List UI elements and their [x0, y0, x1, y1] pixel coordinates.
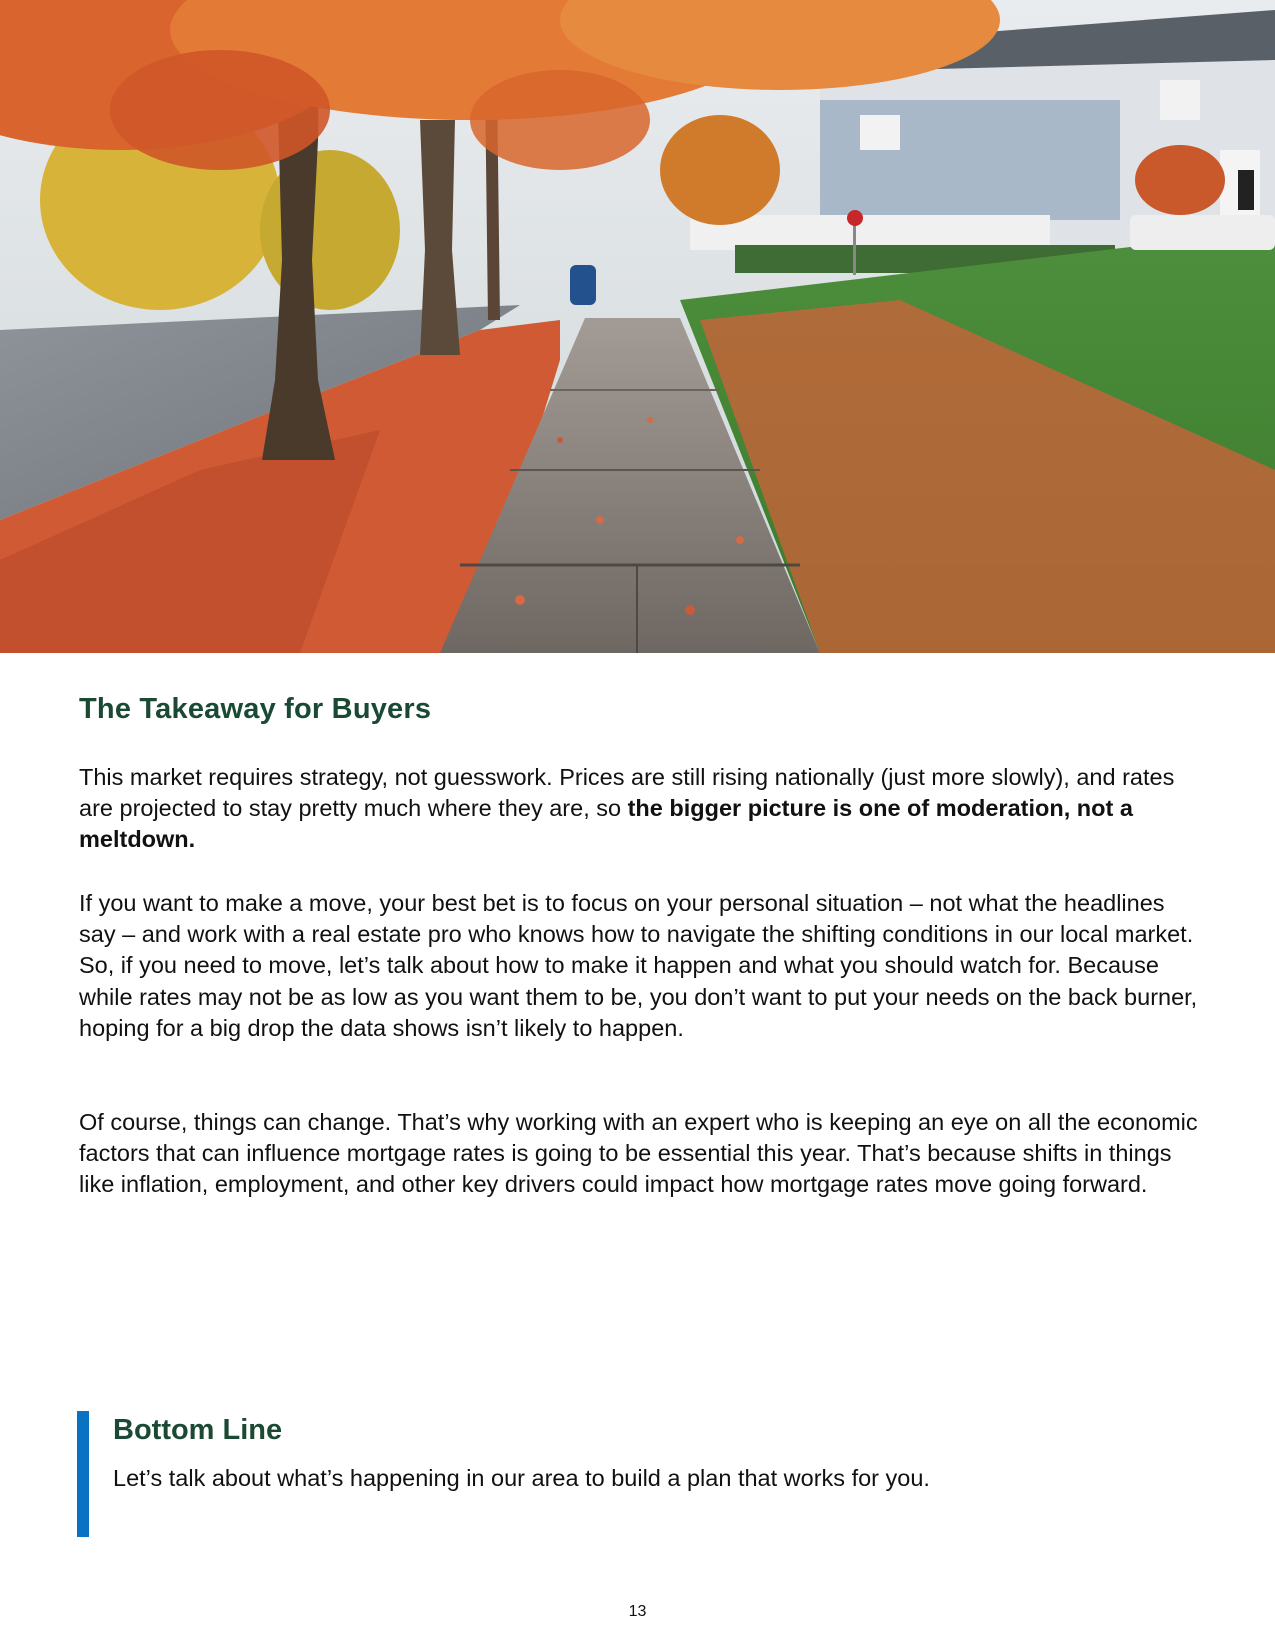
callout-title: Bottom Line — [113, 1414, 283, 1446]
paragraph-things-can-change: Of course, things can change. That’s why working with an expert who is keeping an eye on all the economic factors that can influence mortgage rates is going to be essential this year. That’s because shifts in things like inflation, employment, and other key drivers could impact how mortgage rates move going forward. — [79, 1109, 1198, 1198]
paragraph-strategy-text: This market requires strategy, not guesswork. Prices are still rising nationally (just more slowly), and rates are projected to stay pretty much where they are, so — [79, 764, 1175, 822]
paragraph-strategy-bold: the bigger picture is one of moderation, not a meltdown. — [79, 795, 1133, 853]
section-title: The Takeaway for Buyers — [79, 693, 432, 725]
page-number: 13 — [628, 1603, 647, 1620]
bottom-line-callout — [77, 1411, 1177, 1537]
callout-accent-bar — [77, 1411, 89, 1537]
paragraph-make-a-move: If you want to make a move, your best bet is to focus on your personal situation – not what the headlines say – and work with a real estate pro who knows how to navigate the shifting conditions in our local market. So, if you need to move, let’s talk about how to make it happen and what you should watch for. Because while rates may not be as low as you want them to be, you don’t want to put your needs on the back burner, hoping for a big drop the data shows isn’t likely to happen. — [79, 890, 1198, 1041]
paragraph-strategy — [79, 762, 1199, 856]
autumn-street-photo — [0, 0, 1275, 653]
callout-text: Let’s talk about what’s happening in our area to build a plan that works for you. — [113, 1465, 930, 1491]
